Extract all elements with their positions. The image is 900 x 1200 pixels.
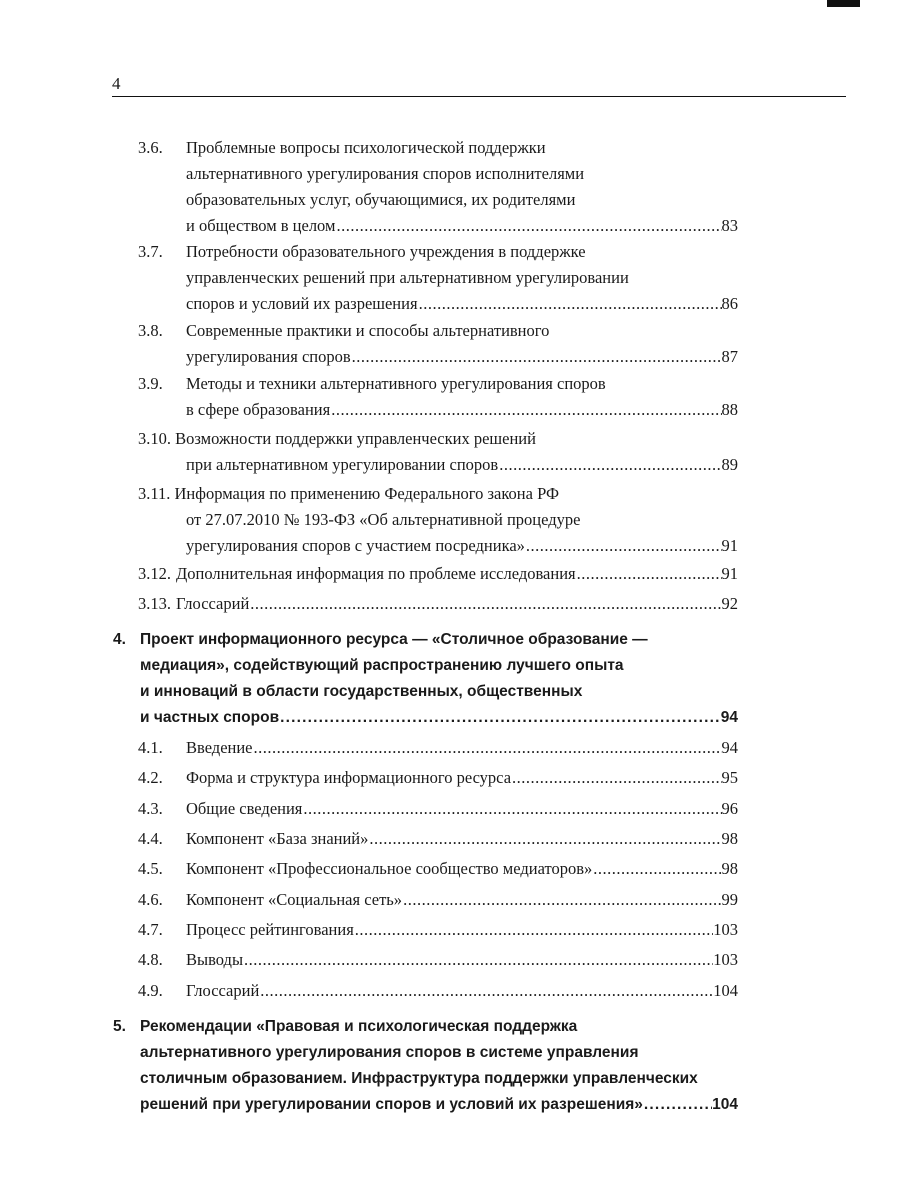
dot-leader xyxy=(253,735,722,761)
entry-title-line: образовательных услуг, обучающимися, их родителями xyxy=(186,190,576,209)
dot-leader xyxy=(525,533,722,559)
entry-title-line: Возможности поддержки управленческих решений xyxy=(175,429,536,448)
entry-title-line: Компонент «База знаний» xyxy=(186,829,369,848)
entry-number: 3.9. xyxy=(138,374,163,393)
toc-entry-4-4[interactable] xyxy=(138,826,738,852)
toc-entry-3-13[interactable] xyxy=(138,591,738,617)
entry-title-line: при альтернативном урегулировании споров xyxy=(186,455,499,474)
dot-leader xyxy=(249,591,721,617)
entry-title-line: Глоссарий xyxy=(176,594,250,613)
section-title-line: и частных споров xyxy=(140,709,280,726)
toc-entry-4-9[interactable] xyxy=(138,978,738,1004)
dot-leader xyxy=(511,765,721,791)
entry-title-line: Выводы xyxy=(186,950,244,969)
dot-leader xyxy=(418,291,722,317)
section-number: 5. xyxy=(113,1018,126,1035)
entry-title-line: урегулирования споров с участием посредника» xyxy=(186,536,525,555)
section-title-line: столичным образованием. Инфраструктура поддержки управленческих xyxy=(140,1070,698,1087)
entry-page: 103 xyxy=(713,920,738,939)
entry-page: 91 xyxy=(721,536,738,555)
section-page: 94 xyxy=(720,709,738,726)
dot-leader xyxy=(302,796,721,822)
entry-title-line: Проблемные вопросы психологической поддержки xyxy=(186,138,546,157)
toc-entry-4-7[interactable] xyxy=(138,917,738,943)
dot-leader xyxy=(643,1092,712,1118)
section-title-line: медиация», содействующий распространению лучшего опыта xyxy=(140,657,624,674)
dot-leader xyxy=(402,887,721,913)
toc-section-5[interactable] xyxy=(113,1014,738,1118)
toc-entry-4-3[interactable] xyxy=(138,796,738,822)
dot-leader xyxy=(498,452,721,478)
entry-title-line: в сфере образования xyxy=(186,400,331,419)
section-title-line: и инноваций в области государственных, общественных xyxy=(140,683,583,700)
section-page: 104 xyxy=(712,1096,738,1113)
entry-number: 3.10. xyxy=(138,429,171,448)
dot-leader xyxy=(354,917,713,943)
entry-title-line: Потребности образовательного учреждения в поддержке xyxy=(186,242,586,261)
entry-title-line: урегулирования споров xyxy=(186,347,351,366)
entry-title-line: Компонент «Профессиональное сообщество медиаторов» xyxy=(186,859,593,878)
entry-number: 3.8. xyxy=(138,321,163,340)
entry-page: 92 xyxy=(721,594,738,613)
entry-number: 4.7. xyxy=(138,920,163,939)
header-rule xyxy=(112,96,846,97)
entry-number: 4.4. xyxy=(138,829,163,848)
page-number: 4 xyxy=(112,74,121,93)
toc-entry-3-11[interactable] xyxy=(138,481,738,559)
entry-number: 3.13. xyxy=(138,594,171,613)
entry-number: 4.9. xyxy=(138,981,163,1000)
dot-leader xyxy=(243,947,713,973)
section-title-line: Рекомендации «Правовая и психологическая поддержка xyxy=(140,1018,578,1035)
entry-page: 86 xyxy=(721,294,738,313)
entry-title-line: Современные практики и способы альтернативного xyxy=(186,321,550,340)
entry-number: 4.2. xyxy=(138,768,163,787)
toc-entry-3-10[interactable] xyxy=(138,426,738,478)
entry-title-line: споров и условий их разрешения xyxy=(186,294,418,313)
dot-leader xyxy=(335,213,721,239)
toc-entry-3-8[interactable] xyxy=(138,318,738,370)
toc-entry-4-5[interactable] xyxy=(138,856,738,882)
section-title-line: решений при урегулировании споров и условий их разрешения» xyxy=(140,1096,643,1113)
entry-number: 3.12. xyxy=(138,564,171,583)
entry-number: 4.8. xyxy=(138,950,163,969)
toc-entry-3-9[interactable] xyxy=(138,371,738,423)
entry-number: 4.6. xyxy=(138,890,163,909)
entry-page: 88 xyxy=(721,400,738,419)
entry-page: 95 xyxy=(721,768,738,787)
dot-leader xyxy=(368,826,721,852)
entry-title-line: Глоссарий xyxy=(186,981,260,1000)
entry-title-line: Дополнительная информация по проблеме исследования xyxy=(176,564,576,583)
dot-leader xyxy=(576,561,722,587)
entry-page: 98 xyxy=(721,859,738,878)
corner-mark xyxy=(827,0,860,7)
entry-page: 103 xyxy=(713,950,738,969)
toc-entry-3-12[interactable] xyxy=(138,561,738,587)
entry-title-line: Введение xyxy=(186,738,253,757)
toc-entry-4-6[interactable] xyxy=(138,887,738,913)
entry-page: 94 xyxy=(721,738,738,757)
entry-title-line: Методы и техники альтернативного урегулирования споров xyxy=(186,374,606,393)
toc-entry-4-1[interactable] xyxy=(138,735,738,761)
entry-page: 104 xyxy=(713,981,738,1000)
dot-leader xyxy=(279,705,721,731)
entry-title-line: и обществом в целом xyxy=(186,216,336,235)
entry-page: 91 xyxy=(721,564,738,583)
entry-page: 89 xyxy=(721,455,738,474)
entry-number: 4.1. xyxy=(138,738,163,757)
section-title-line: альтернативного урегулирования споров в системе управления xyxy=(140,1044,639,1061)
entry-title-line: Форма и структура информационного ресурса xyxy=(186,768,512,787)
entry-page: 83 xyxy=(721,216,738,235)
toc-section-4[interactable] xyxy=(113,627,738,731)
section-number: 4. xyxy=(113,631,126,648)
entry-number: 3.7. xyxy=(138,242,163,261)
entry-number: 4.3. xyxy=(138,799,163,818)
entry-title-line: Компонент «Социальная сеть» xyxy=(186,890,403,909)
entry-title-line: Информация по применению Федерального закона РФ xyxy=(174,484,560,503)
dot-leader xyxy=(259,978,713,1004)
section-title-line: Проект информационного ресурса — «Столичное образование — xyxy=(140,631,648,648)
entry-number: 4.5. xyxy=(138,859,163,878)
entry-title-line: Общие сведения xyxy=(186,799,303,818)
entry-number: 3.11. xyxy=(138,484,171,503)
toc-entry-4-2[interactable] xyxy=(138,765,738,791)
entry-title-line: Процесс рейтингования xyxy=(186,920,354,939)
dot-leader xyxy=(330,397,721,423)
toc-entry-4-8[interactable] xyxy=(138,947,738,973)
entry-page: 87 xyxy=(721,347,738,366)
entry-page: 96 xyxy=(721,799,738,818)
entry-title-line: управленческих решений при альтернативном урегулировании xyxy=(186,268,629,287)
entry-title-line: альтернативного урегулирования споров исполнителями xyxy=(186,164,585,183)
entry-page: 99 xyxy=(721,890,738,909)
dot-leader xyxy=(592,856,721,882)
dot-leader xyxy=(351,344,722,370)
toc-entry-3-6[interactable] xyxy=(138,135,738,239)
entry-number: 3.6. xyxy=(138,138,163,157)
entry-page: 98 xyxy=(721,829,738,848)
toc-entry-3-7[interactable] xyxy=(138,239,738,317)
entry-title-line: от 27.07.2010 № 193-ФЗ «Об альтернативной процедуре xyxy=(186,510,581,529)
